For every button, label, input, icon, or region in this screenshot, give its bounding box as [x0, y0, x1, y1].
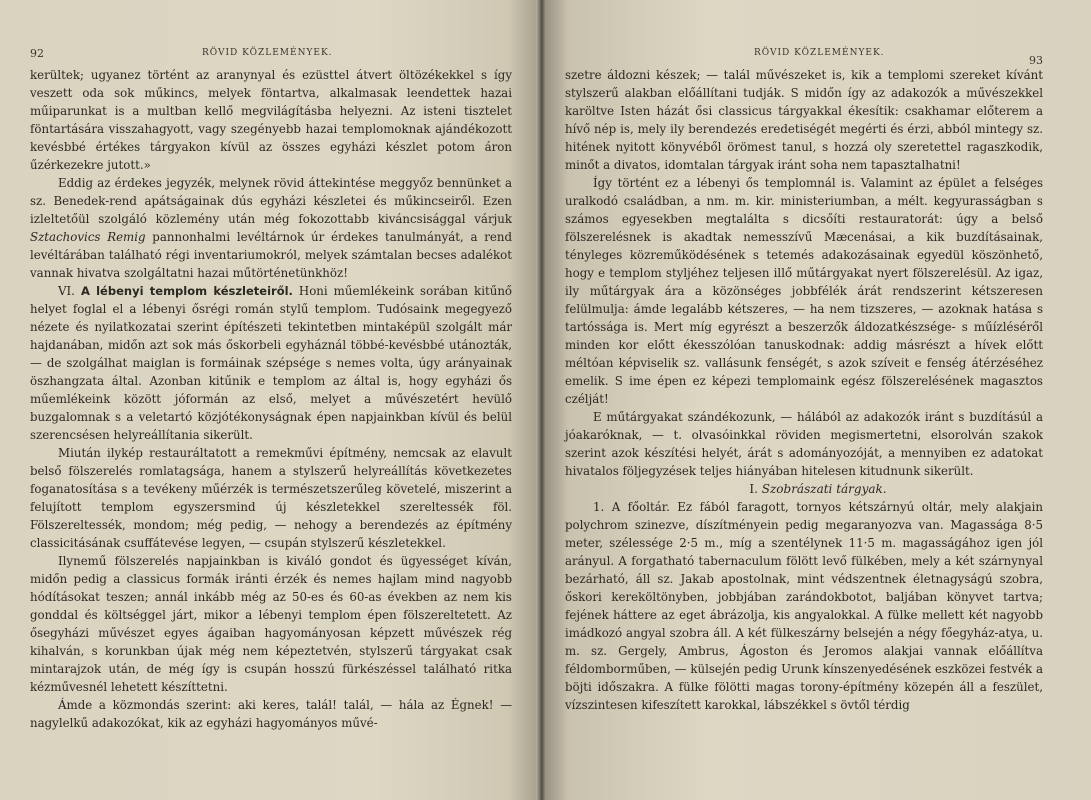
subsection-number: I. — [749, 482, 758, 496]
section-number: VI. — [58, 284, 75, 298]
paragraph: kerültek; ugyanez történt az aranynyal és ezüsttel átvert öltözékekkel s így veszett oda sok műkincs, melyek föntartva, alkalmasak leendettek hazai műiparunkat is a multban kellő megvilágításba helyezni. Az isteni tisztelet föntartására visszahagyott, vagy szegényebb hazai templomoknak ajándékozott kevésbbé értékes tárgyakon kívül az összes egyházi készlet potom áron űzérkezekre jutott.» — [30, 68, 512, 172]
paragraph-part: Eddig az érdekes jegyzék, melynek rövid áttekintése meggyőz bennünket a sz. Benedek-rend apátságainak dús egyházi készletei és műkincseiről. Ezen izleltetőül szolgáló közlemény után még fokozottabb kiváncsisággal várjuk — [30, 176, 512, 226]
right-page-body — [565, 66, 1043, 714]
running-head-left: RÖVID KÖZLEMÉNYEK. — [202, 48, 333, 58]
paragraph-part: pannonhalmi levéltárnok úr érdekes tanulmányát, a rend levéltárában található régi inventariumokról, melyek számtalan becses adalékot vannak hivatva szolgáltatni hazai műtörténetünkhöz! — [30, 230, 512, 280]
author-name: Sztachovics Remig — [30, 230, 146, 244]
page-number-right: 93 — [1029, 54, 1043, 67]
section-heading-paragraph — [30, 282, 512, 444]
paragraph: Miután ilykép restauráltatott a remekművi építmény, nemcsak az elavult belső fölszerelés romlatagsága, hanem a stylszerű helyreállítás következetes foganatosítása s a tevékeny műérzék is természetszerűleg követelé, miszerint a felujított templom egyszersmind új készletekkel szereltessék föl. Fölszereltessék, mondom; még pedig, — nehogy a berendezés az építmény classicitásának csuffátevése legyen, — csupán stylszerű készletekkel. — [30, 446, 512, 550]
subsection-heading — [565, 480, 1043, 498]
paragraph: E műtárgyakat szándékozunk, — hálából az adakozók iránt s buzdításúl a jóakaróknak, — t. olvasóinkkal röviden megismertetni, elsorolván szakok szerint azok készítési helyét, árát s adományozóját, a mennyiben ez adatokat hivatalos följegyzések teljes hiányában hitelesen kitudnunk sikerült. — [565, 410, 1043, 478]
paragraph: 1. A főoltár. Ez fából faragott, tornyos kétszárnyú oltár, mely alakjain polychrom szinezve, díszítményein pedig megaranyozva van. Magassága 8·5 meter, szélessége 2·5 m., míg a szentélynek 11·5 m. magasságához igen jól arányul. A forgatható tabernaculum fölött levő fülkében, mely a két szárnynyal bezárható, áll sz. Jakab apostolnak, mint védszentnek életnagyságú szobra, őskori kereköltönyben, jobbjában zarándokbotot, baljában könyvet tartva; fejének háttere az eget ábrázolja, kis angyalokkal. A fülke mellett két nagyobb imádkozó angyal szobra áll. A két fülkeszárny belsején a négy főegyház-atya, u. m. sz. Gergely, Ambrus, Ágoston és Jeromos alakjai vannak előállítva féldomborműben, — külsején pedig Urunk kínszenyedésének eszközei festvék a böjti időszakra. A fülke fölötti magas torony-építmény közepén áll a feszület, vízszintesen kifeszített karokkal, lábszékkel s övtől térdig — [565, 500, 1043, 712]
page-number-left: 92 — [30, 47, 44, 60]
book-gutter — [536, 0, 546, 800]
paragraph-with-author — [30, 174, 512, 282]
subsection-title: Szobrászati tárgyak. — [761, 482, 887, 496]
paragraph: Ilynemű fölszerelés napjainkban is kiváló gondot és ügyességet kíván, midőn pedig a classicus formák iránti érzék és nemes hajlam mind nagyobb hódításokat teszen; annál inkább még az 50-es és 60-as években az nem kis gonddal és költséggel járt, mikor a lébenyi templom épen fölszereltetett. Az ősegyházi művészet egyes ágaiban hagyományosan képzett művészek rég kihalván, s korunkban újak még nem képeztetvén, stylszerű tárgyakat csak mintarajzok után, de még így is csupán hosszú fürkészéssel található ritka kézművesnél lehetett készíttetni. — [30, 554, 512, 694]
paragraph: Honi műemlékeink sorában kitűnő helyet foglal el a lébenyi ősrégi román stylű templom. Tudósaink megegyező nézete és nyilatkozatai szerint építészeti tekintetben mintaképül szolgált már hajdanában, midőn azt sok más őskorbeli egyháznál többé-kevésbbé utánozták, — de szolgálhat maiglan is formáinak szépsége s nemes volta, úgy arányainak öszhangzata által. Azonban kitűnik e templom az által is, hogy egyházi ős műemlékeink között jóformán az első, melyet a művészetért hevülő buzgalomnak s a veletartó közjótékonyságnak épen napjainkban kívül és belül szerencsésen helyreállítania sikerült. — [30, 284, 513, 442]
paragraph: szetre áldozni készek; — talál művészeket is, kik a templomi szereket kívánt stylszerű alakban előállítani tudják. S midőn így az adakozók a művészekkel karöltve Isten házát ősi classicus tárgyakkal ékesítik: csakhamar előterem a hívő nép is, mely ily berendezés eredetiségét megérti és érzi, abból mintegy sz. hitének nyitott könyvéből örömest tanul, s hozzá oly szeretettel ragaszkodik, minőt a divatos, idomtalan tárgyak iránt soha nem tapasztalhatni! — [565, 68, 1043, 172]
paragraph: Ámde a közmondás szerint: aki keres, talál! talál, — hála az Égnek! — nagylelkű adakozókat, kik az egyházi hagyományos művé- — [30, 698, 512, 730]
running-head-right: RÖVID KÖZLEMÉNYEK. — [754, 48, 885, 58]
paragraph: Így történt ez a lébenyi ős templomnál is. Valamint az épület a felséges uralkodó családban, a nm. m. kir. ministeriumban, a mélt. kegyurasságban s számos egyesekben megtalálta s dicsőíti restauratorát: úgy a belső fölszerelésnek is akadtak nemesszívű Mæcenásai, a kik buzdításainak, tényleges közreműködésének s tetemés adakozásainak egyedül köszönhető, hogy e templom styljéhez teljesen illő műtárgyakat nyert fölszerelésül. Az igaz, ily műtárgyak ára a közönséges jobbfélék árát rendszerint kétszeresen felülmulja: ámde legalább kétszeres, — ha nem tizszeres, — azoknak hatása s tartóssága is. Mert míg egyrészt a beszerzők áldozatkészsége- s műízléséről minden kor előtt ékesszólóan tanuskodnak: addig másrészt a hívek előtt méltóan képviselik sz. vallásunk fenségét, s azok szíveit e fenség átérzéséhez emelik. S ime épen ez képezi templomaink egész fölszerelésének magasztos czélját! — [565, 176, 1043, 406]
left-page-body — [30, 66, 512, 732]
section-title: A lébenyi templom készleteiről. — [80, 284, 293, 298]
